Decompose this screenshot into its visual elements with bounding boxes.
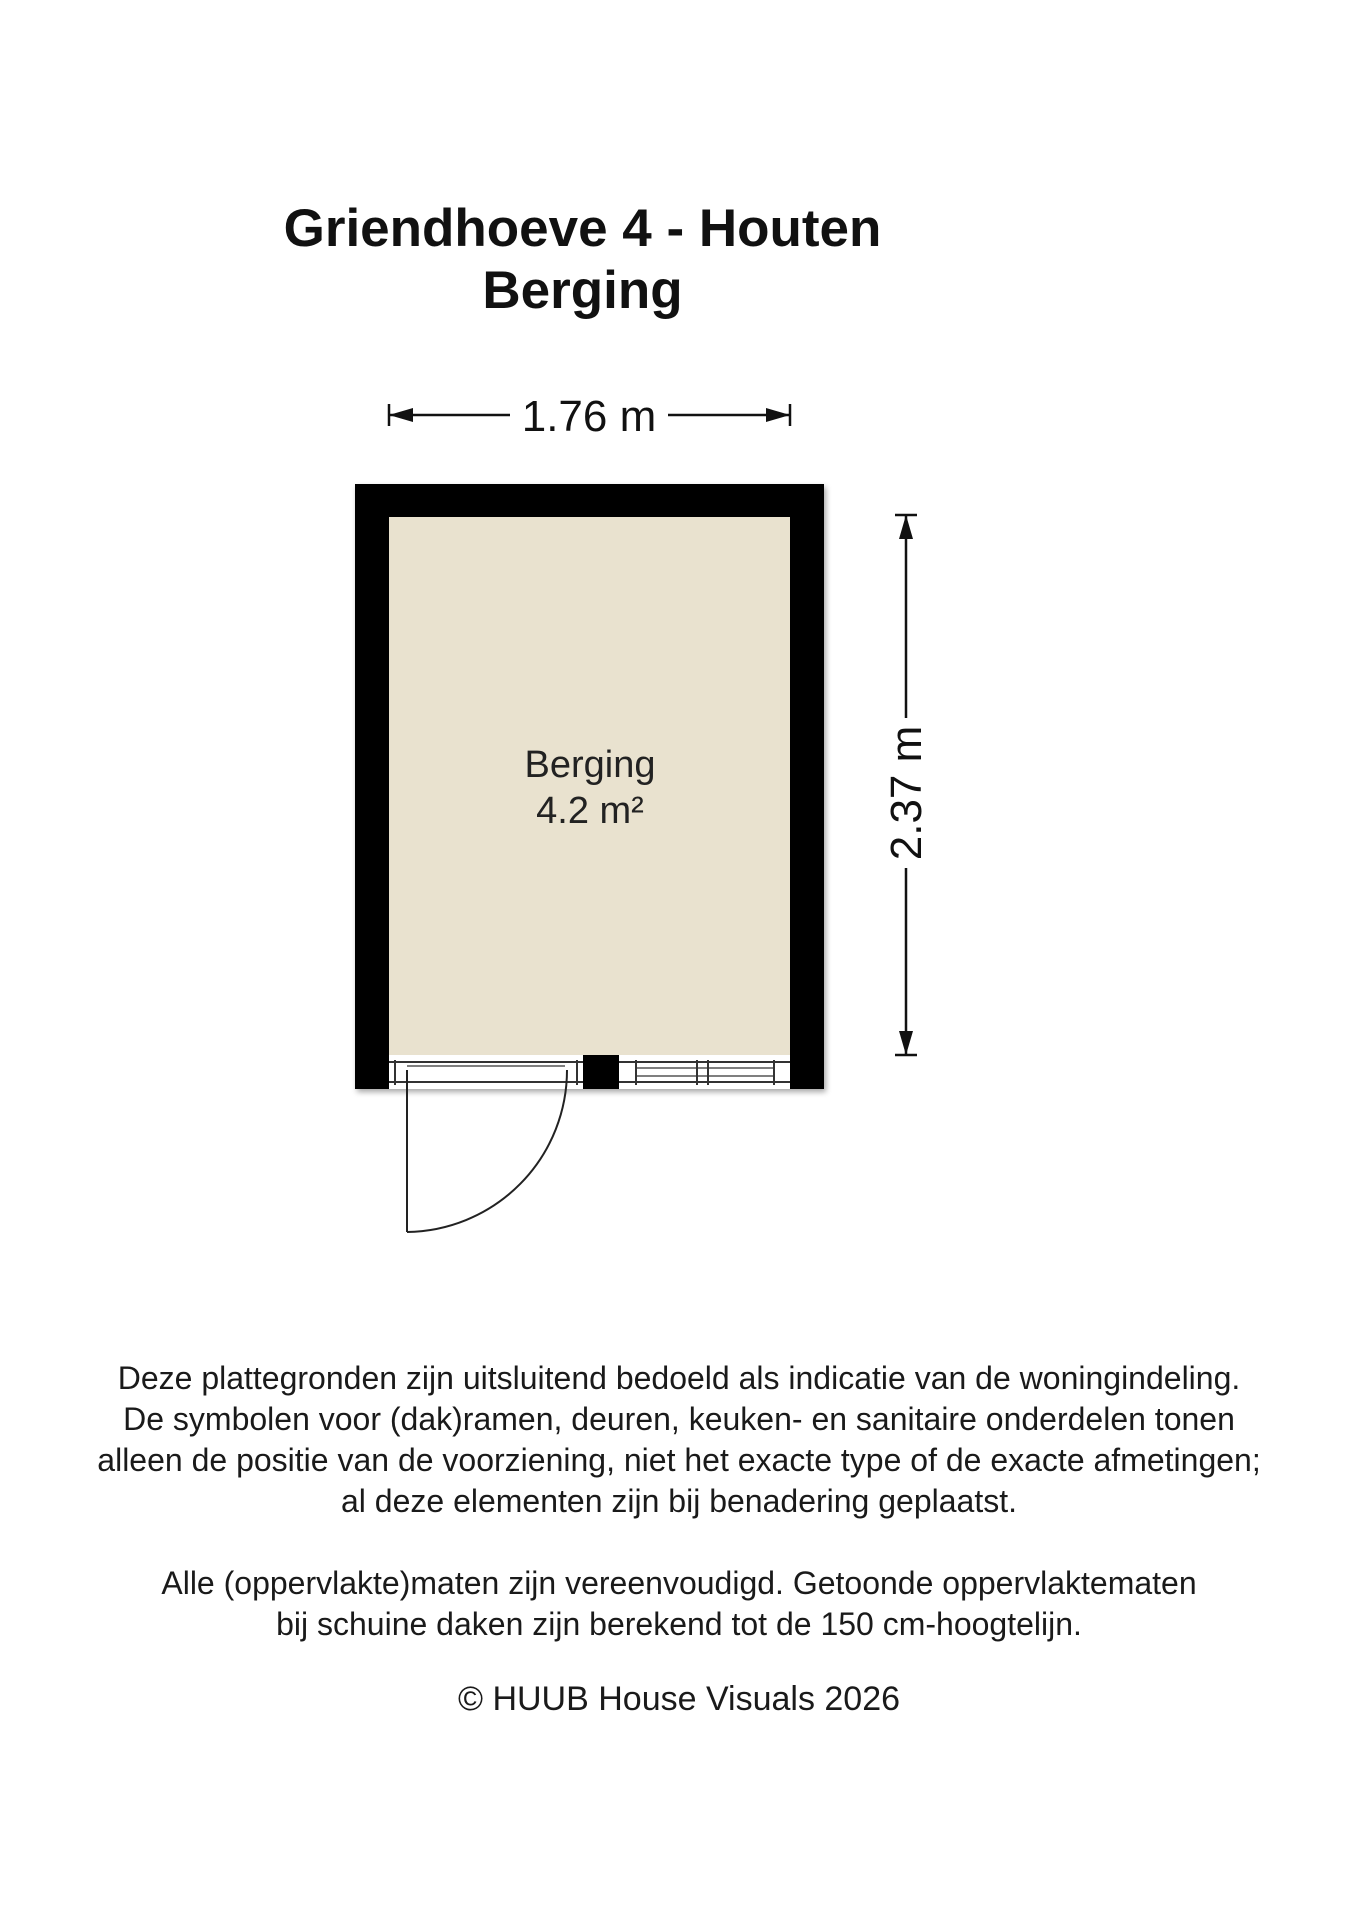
disclaimer-paragraph-2 [0,1563,1358,1645]
room-area: 4.2 m² [536,790,644,832]
width-arrow-right-icon [766,408,790,422]
copyright-text: © HUUB House Visuals 2026 [457,1680,901,1718]
page-title: Griendhoeve 4 - Houten [283,199,882,258]
width-dimension-label: 1.76 m [521,392,657,441]
disclaimer-line: Deze plattegronden zijn uitsluitend bedoeld als indicatie van de woningindeling. [117,1360,1241,1396]
width-dimension [389,392,790,441]
depth-dimension [882,515,931,1055]
disclaimer-line: Alle (oppervlakte)maten zijn vereenvoudigd. Getoonde oppervlaktematen [161,1565,1197,1601]
window-opening [619,1055,790,1089]
depth-arrow-top-icon [899,515,913,539]
disclaimer-line: De symbolen voor (dak)ramen, deuren, keuken- en sanitaire onderdelen tonen [123,1401,1235,1437]
door-swing-icon [407,1070,567,1232]
depth-arrow-bottom-icon [899,1031,913,1055]
disclaimer-paragraph-1 [0,1358,1358,1522]
door-opening [389,1055,583,1089]
disclaimer-line: bij schuine daken zijn berekend tot de 150 cm-hoogtelijn. [276,1606,1082,1642]
disclaimer-line: al deze elementen zijn bij benadering geplaatst. [340,1483,1017,1519]
disclaimer-line: alleen de positie van de voorziening, niet het exacte type of de exacte afmetingen; [97,1442,1261,1478]
disclaimer [0,1358,1358,1645]
room-floor [389,517,790,1055]
room-name: Berging [524,744,656,786]
depth-dimension-label: 2.37 m [882,725,931,861]
width-arrow-left-icon [389,408,413,422]
door-arc [407,1070,567,1232]
page-subtitle: Berging [482,261,683,320]
